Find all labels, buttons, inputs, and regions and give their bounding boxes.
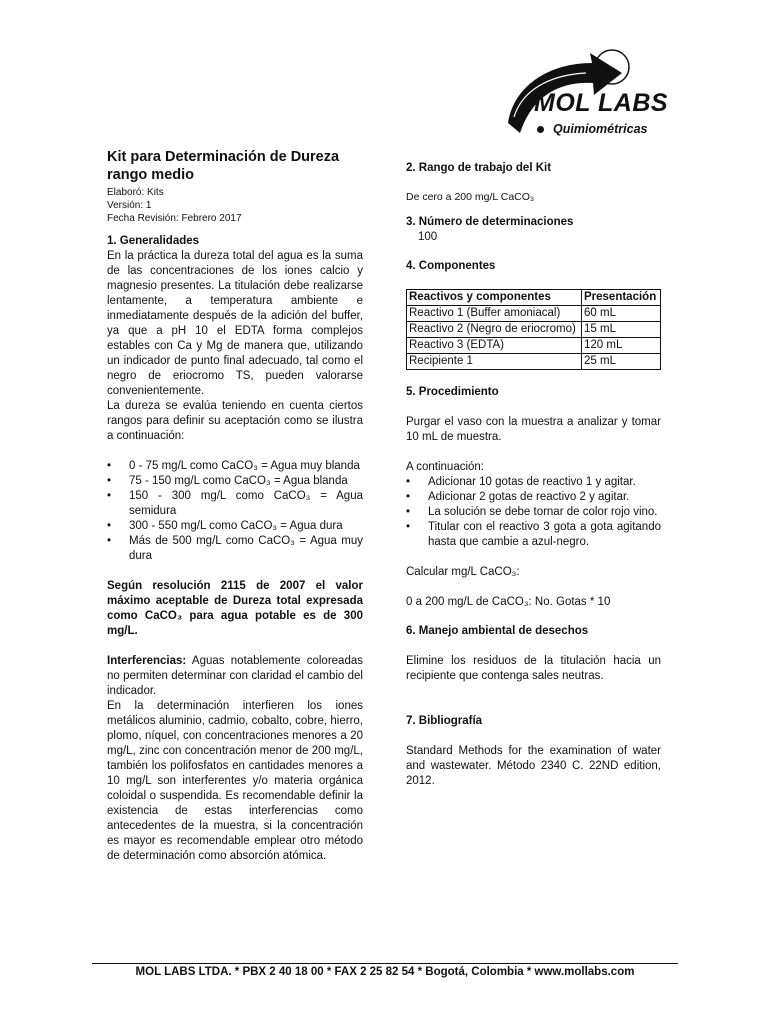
list-item: • 0 - 75 mg/L como CaCO₃ = Agua muy blanda	[107, 460, 360, 472]
meta-fecha: Fecha Revisión: Febrero 2017	[107, 213, 242, 224]
bullet: •	[107, 475, 112, 487]
interferences-paragraph: Interferencias: Aguas notablemente coloreadas no permiten determinar con claridad el cambio del indicador.	[107, 655, 363, 697]
section-2-text: De cero a 200 mg/L CaCO₃	[406, 191, 535, 203]
meta-version: Versión: 1	[107, 200, 152, 211]
meta-elaboro: Elaboró: Kits	[107, 187, 164, 198]
bullet: •	[406, 521, 411, 533]
calc-label: Calcular mg/L CaCO₃:	[406, 566, 520, 578]
bullet: •	[107, 490, 112, 502]
list-item: • Más de 500 mg/L como CaCO₃ = Agua muy dura	[107, 535, 363, 562]
left-column	[107, 148, 363, 864]
table-row	[407, 306, 661, 322]
table-cell: 15 mL	[582, 322, 661, 338]
section-4-heading: 4. Componentes	[406, 260, 496, 272]
section-1-heading: 1. Generalidades	[107, 235, 200, 247]
list-item: • 75 - 150 mg/L como CaCO₃ = Agua blanda	[107, 475, 348, 487]
section-1-ranges-intro: La dureza se evalúa teniendo en cuenta ciertos rangos para definir su aceptación como se ilustra a continuación:	[107, 400, 363, 442]
list-item: • La solución se debe tornar de color rojo vino.	[406, 506, 658, 518]
bullet: •	[107, 520, 112, 532]
table-header-row	[407, 290, 661, 306]
table-row	[407, 322, 661, 338]
hardness-ranges-list	[107, 459, 363, 564]
section-6-text: Elimine los residuos de la titulación hacia un recipiente que contenga sales neutras.	[406, 655, 661, 682]
table-header: Presentación	[582, 290, 661, 306]
list-item: • Adicionar 10 gotas de reactivo 1 y agitar.	[406, 476, 636, 488]
table-cell: 120 mL	[582, 338, 661, 354]
table-cell: Reactivo 2 (Negro de eriocromo)	[407, 322, 582, 338]
bullet: •	[406, 491, 411, 503]
resolution-note: Según resolución 2115 de 2007 el valor máximo aceptable de Dureza total expresada como CaCO₃ para agua potable es de 300 mg/L.	[107, 580, 363, 637]
section-7-heading: 7. Bibliografía	[406, 715, 483, 727]
bullet: •	[107, 460, 112, 472]
table-cell: 60 mL	[582, 306, 661, 322]
brand-name: MOL LABS	[534, 89, 669, 117]
section-3-heading: 3. Número de determinaciones	[406, 216, 574, 228]
bullet: •	[406, 476, 411, 488]
section-7-text: Standard Methods for the examination of water and wastewater. Método 2340 C. 22ND edition, 2012.	[406, 745, 661, 787]
footer-divider	[92, 963, 678, 964]
tagline-bullet	[537, 126, 544, 133]
brand-tagline: Quimiométricas	[553, 122, 648, 136]
section-1-paragraph: En la práctica la dureza total del agua es la suma de las concentraciones de los iones calcio y magnesio presentes. La titulación debe realizarse lentamente, a temperatura ambiente e inmediatamente después de la adición del buffer, ya que a pH 10 el EDTA forma complejos estables con Ca y Mg de manera que, utilizando un indicador de punto final adecuado, tal como el negro de eriocromo TS, pueden valorarse convenientemente.	[107, 250, 363, 397]
table-cell: 25 mL	[582, 354, 661, 370]
bullet: •	[406, 506, 411, 518]
bullet: •	[107, 535, 112, 547]
section-2-heading: 2. Rango de trabajo del Kit	[406, 162, 552, 174]
section-5-heading: 5. Procedimiento	[406, 386, 499, 398]
right-column	[406, 161, 661, 789]
components-table	[406, 289, 661, 370]
list-item: • Titular con el reactivo 3 gota a gota agitando hasta que cambie a azul-negro.	[406, 521, 661, 548]
footer-contact: MOL LABS LTDA. * PBX 2 40 18 00 * FAX 2 25 82 54 * Bogotá, Colombia * www.mollabs.com	[135, 966, 635, 978]
interferences-label: Interferencias:	[107, 655, 187, 667]
calc-formula: 0 a 200 mg/L de CaCO₃: No. Gotas * 10	[406, 596, 611, 608]
list-item: • 150 - 300 mg/L como CaCO₃ = Agua semidura	[107, 490, 363, 517]
table-row	[407, 338, 661, 354]
section-3-text: 100	[418, 231, 438, 243]
procedure-intro: A continuación:	[406, 461, 485, 473]
list-item: • 300 - 550 mg/L como CaCO₃ = Agua dura	[107, 520, 343, 532]
list-item: • Adicionar 2 gotas de reactivo 2 y agitar.	[406, 491, 630, 503]
table-cell: Recipiente 1	[407, 354, 582, 370]
procedure-purge: Purgar el vaso con la muestra a analizar y tomar 10 mL de muestra.	[406, 416, 661, 443]
table-cell: Reactivo 3 (EDTA)	[407, 338, 582, 354]
interferences-detail: En la determinación interfieren los iones metálicos aluminio, cadmio, cobalto, cobre, hierro, plomo, níquel, con concentraciones menores a 20 mg/L, zinc con concentración menor de 200 mg/L, también los polifosfatos en cantidades menores a 10 mg/L son interferentes y/o materia orgánica coloidal o suspendida. Es recomendable definir la existencia de estas interferencias como antecedentes de la muestra, si la concentración es mayor es recomendable emplear otro método de determinación como absorción atómica.	[107, 700, 363, 862]
table-cell: Reactivo 1 (Buffer amoniacal)	[407, 306, 582, 322]
procedure-steps	[406, 475, 661, 550]
section-6-heading: 6. Manejo ambiental de desechos	[406, 625, 589, 637]
table-row	[407, 354, 661, 370]
document-title: Kit para Determinación de Dureza rango medio	[107, 149, 340, 183]
table-header: Reactivos y componentes	[407, 290, 582, 306]
